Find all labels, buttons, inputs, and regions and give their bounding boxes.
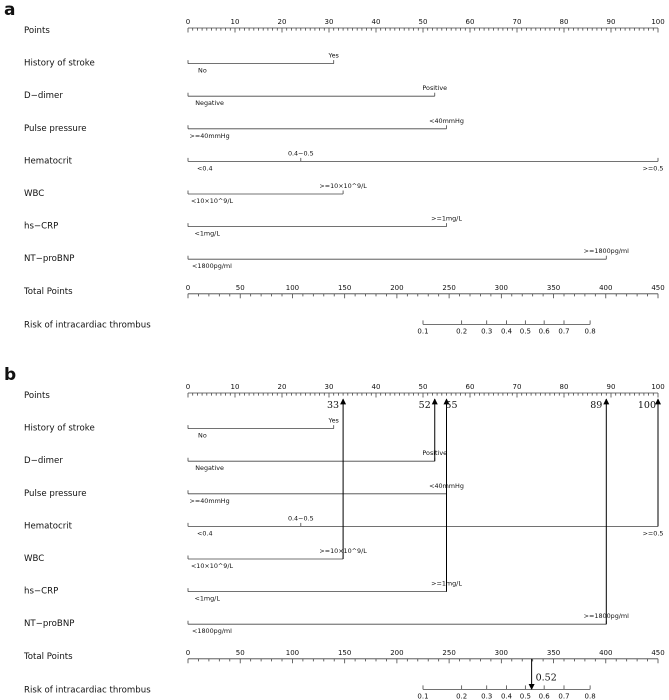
- row-label-nt-probnp: NT−proBNP: [24, 619, 75, 630]
- tick-label: 10: [230, 383, 240, 391]
- level-label-10-10-9-l: <10×10^9/L: [190, 197, 234, 205]
- risk-tick-label: 0.1: [417, 692, 429, 700]
- tick-label: 20: [277, 383, 287, 391]
- tick-label: 100: [285, 648, 300, 657]
- risk-tick-label: 0.5: [519, 692, 531, 700]
- example-risk-value: 0.52: [535, 672, 557, 684]
- row-label-history-of-stroke: History of stroke: [24, 58, 95, 69]
- tick-label: 450: [651, 648, 665, 657]
- risk-tick-label: 0.3: [481, 327, 493, 336]
- tick-label: 100: [651, 383, 665, 391]
- tick-label: 50: [418, 383, 428, 391]
- row-label-hematocrit: Hematocrit: [24, 521, 73, 532]
- tick-label: 300: [494, 283, 509, 292]
- level-label-positive: Positive: [422, 449, 448, 458]
- tick-label: 10: [230, 18, 240, 26]
- tick-label: 70: [512, 18, 522, 26]
- tick-label: 30: [324, 18, 334, 26]
- level-label-40mmhg: >=40mmHg: [189, 496, 230, 505]
- risk-tick-label: 0.7: [558, 327, 570, 336]
- risk-tick-label: 0.8: [584, 327, 596, 336]
- level-label-yes: Yes: [328, 416, 339, 425]
- panel-b: [4, 365, 665, 700]
- risk-tick-label: 0.1: [417, 327, 429, 336]
- level-label-0-5: >=0.5: [642, 164, 664, 173]
- row-label-risk-of-intracardiac-thrombus: Risk of intracardiac thrombus: [24, 685, 151, 696]
- tick-label: 400: [599, 648, 613, 657]
- row-label-d-dimer: D−dimer: [24, 91, 63, 102]
- tick-label: 250: [442, 648, 456, 657]
- row-label-nt-probnp: NT−proBNP: [24, 254, 75, 265]
- panel-a: [4, 0, 665, 335]
- tick-label: 30: [324, 383, 334, 391]
- example-points-value: 89: [590, 400, 603, 411]
- level-label-1800pg-ml: >=1800pg/ml: [583, 612, 629, 621]
- risk-tick-label: 0.4: [500, 692, 513, 700]
- tick-label: 350: [546, 648, 561, 657]
- tick-label: 90: [606, 383, 616, 391]
- tick-label: 60: [465, 383, 475, 391]
- tick-label: 40: [371, 18, 381, 26]
- tick-label: 400: [599, 283, 613, 292]
- tick-label: 80: [559, 383, 569, 391]
- risk-tick-label: 0.6: [538, 327, 550, 336]
- level-label-10-10-9-l: <10×10^9/L: [190, 562, 234, 570]
- example-points-value: 52: [418, 400, 431, 411]
- tick-label: 100: [651, 18, 665, 26]
- level-label-40mmhg: >=40mmHg: [189, 131, 230, 140]
- tick-label: 20: [277, 18, 287, 26]
- level-label-negative: Negative: [195, 99, 224, 108]
- level-label-positive: Positive: [422, 84, 448, 93]
- row-label-pulse-pressure: Pulse pressure: [24, 488, 87, 499]
- level-label-40mmhg: <40mmHg: [429, 481, 464, 490]
- row-label-d-dimer: D−dimer: [24, 456, 63, 467]
- level-label-0-4-0-5: 0.4−0.5: [287, 149, 314, 158]
- example-points-value: 33: [327, 400, 340, 411]
- row-label-hs-crp: hs−CRP: [24, 586, 59, 597]
- panel-label: a: [4, 0, 16, 20]
- level-label-10-10-9-l: >=10×10^9/L: [319, 182, 367, 190]
- row-label-points: Points: [24, 391, 50, 401]
- risk-tick-label: 0.2: [456, 692, 468, 700]
- tick-label: 50: [235, 648, 245, 657]
- level-label-1800pg-ml: >=1800pg/ml: [583, 247, 629, 256]
- level-label-0-4-0-5: 0.4−0.5: [287, 514, 314, 523]
- row-label-wbc: WBC: [24, 189, 45, 199]
- row-label-history-of-stroke: History of stroke: [24, 423, 95, 434]
- tick-label: 100: [285, 283, 300, 292]
- level-label-no: No: [198, 66, 207, 75]
- row-label-hs-crp: hs−CRP: [24, 221, 59, 232]
- row-label-total-points: Total Points: [24, 286, 73, 297]
- level-label-0-4: <0.4: [197, 164, 213, 173]
- row-label-hematocrit: Hematocrit: [24, 156, 73, 167]
- tick-label: 50: [235, 283, 245, 292]
- tick-label: 40: [371, 383, 381, 391]
- tick-label: 90: [606, 18, 616, 26]
- tick-label: 250: [442, 283, 456, 292]
- level-label-10-10-9-l: >=10×10^9/L: [319, 547, 367, 555]
- tick-label: 0: [185, 283, 191, 292]
- level-label-0-4: <0.4: [197, 529, 213, 538]
- row-label-risk-of-intracardiac-thrombus: Risk of intracardiac thrombus: [24, 320, 151, 331]
- row-label-points: Points: [24, 26, 50, 36]
- tick-label: 200: [390, 283, 404, 292]
- level-label-40mmhg: <40mmHg: [429, 116, 464, 125]
- tick-label: 0: [185, 648, 191, 657]
- level-label-0-5: >=0.5: [642, 529, 664, 538]
- tick-label: 300: [494, 648, 509, 657]
- example-points-value: 55: [445, 400, 458, 411]
- risk-tick-label: 0.2: [456, 327, 468, 336]
- risk-tick-label: 0.5: [519, 327, 531, 336]
- tick-label: 150: [337, 283, 352, 292]
- tick-label: 150: [337, 648, 352, 657]
- tick-label: 70: [512, 383, 522, 391]
- level-label-yes: Yes: [328, 51, 339, 60]
- level-label-no: No: [198, 431, 207, 440]
- level-label-1mg-l: <1mg/L: [194, 594, 220, 603]
- tick-label: 50: [418, 18, 428, 26]
- tick-label: 60: [465, 18, 475, 26]
- level-label-1mg-l: <1mg/L: [194, 229, 220, 238]
- tick-label: 0: [185, 383, 191, 391]
- tick-label: 350: [546, 283, 561, 292]
- risk-tick-label: 0.7: [558, 692, 570, 700]
- row-label-pulse-pressure: Pulse pressure: [24, 123, 87, 134]
- tick-label: 80: [559, 18, 569, 26]
- level-label-1mg-l: >=1mg/L: [431, 579, 462, 588]
- level-label-negative: Negative: [195, 464, 224, 473]
- risk-tick-label: 0.8: [584, 692, 596, 700]
- risk-tick-label: 0.6: [538, 692, 550, 700]
- tick-label: 0: [185, 18, 191, 26]
- tick-label: 200: [390, 648, 404, 657]
- level-label-1800pg-ml: <1800pg/ml: [192, 262, 232, 271]
- example-points-value: 100: [637, 400, 656, 411]
- row-label-wbc: WBC: [24, 554, 45, 564]
- level-label-1800pg-ml: <1800pg/ml: [192, 627, 232, 636]
- tick-label: 450: [651, 283, 665, 292]
- risk-tick-label: 0.3: [481, 692, 493, 700]
- level-label-1mg-l: >=1mg/L: [431, 214, 462, 223]
- risk-tick-label: 0.4: [500, 327, 513, 336]
- row-label-total-points: Total Points: [24, 651, 73, 662]
- panel-label: b: [4, 365, 17, 385]
